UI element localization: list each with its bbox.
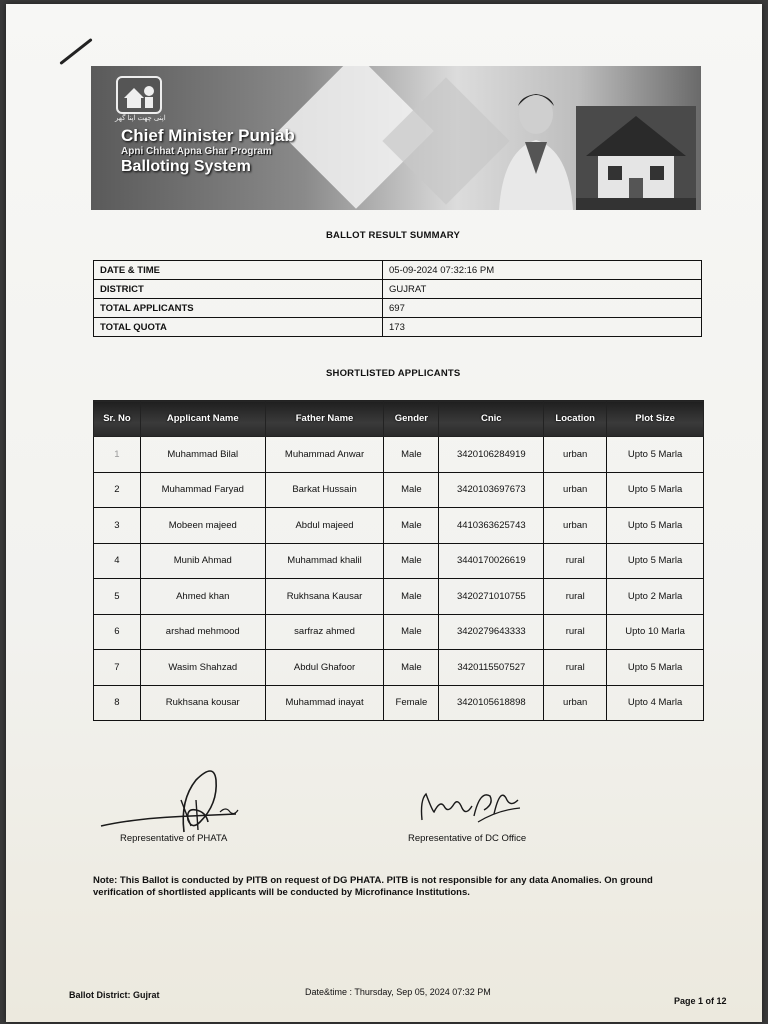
table-cell: Muhammad khalil — [265, 543, 384, 579]
table-cell: Upto 2 Marla — [607, 579, 704, 615]
table-cell: urban — [544, 437, 607, 473]
column-header: Cnic — [439, 401, 544, 437]
table-cell: Muhammad Anwar — [265, 437, 384, 473]
table-row — [94, 437, 704, 473]
table-row — [94, 472, 704, 508]
table-cell: 3420271010755 — [439, 579, 544, 615]
shortlist-title: SHORTLISTED APPLICANTS — [326, 368, 461, 379]
table-cell: rural — [544, 579, 607, 615]
table-row — [94, 685, 704, 721]
table-cell: 4 — [94, 543, 141, 579]
logo-caption: اپنی چھت اپنا گھر — [115, 115, 166, 122]
table-row — [94, 614, 704, 650]
summary-row — [94, 280, 702, 299]
table-cell: Male — [384, 472, 439, 508]
table-cell: Female — [384, 685, 439, 721]
table-cell: Upto 5 Marla — [607, 543, 704, 579]
summary-value: 05-09-2024 07:32:16 PM — [383, 261, 702, 280]
table-cell: 3420103697673 — [439, 472, 544, 508]
pen-mark — [59, 38, 92, 65]
table-cell: Upto 5 Marla — [607, 508, 704, 544]
table-row — [94, 543, 704, 579]
table-cell: sarfraz ahmed — [265, 614, 384, 650]
summary-label: DATE & TIME — [94, 261, 383, 280]
table-cell: Male — [384, 650, 439, 686]
table-cell: Mobeen majeed — [140, 508, 265, 544]
table-cell: Rukhsana kousar — [140, 685, 265, 721]
table-cell: Muhammad inayat — [265, 685, 384, 721]
column-header: Gender — [384, 401, 439, 437]
column-header: Applicant Name — [140, 401, 265, 437]
table-cell: 4410363625743 — [439, 508, 544, 544]
phata-representative-label: Representative of PHATA — [120, 833, 228, 844]
summary-value: 173 — [383, 318, 702, 337]
table-cell: 7 — [94, 650, 141, 686]
summary-title: BALLOT RESULT SUMMARY — [326, 230, 461, 241]
summary-label: TOTAL QUOTA — [94, 318, 383, 337]
program-banner — [91, 66, 701, 210]
table-cell: 5 — [94, 579, 141, 615]
dc-office-representative-label: Representative of DC Office — [408, 833, 527, 844]
program-logo-icon — [116, 76, 162, 114]
banner-system-title: Balloting System — [121, 158, 251, 175]
phata-signature — [96, 760, 246, 840]
page-number: Page 1 of 12 — [674, 996, 727, 1006]
table-cell: urban — [544, 508, 607, 544]
table-cell: Wasim Shahzad — [140, 650, 265, 686]
table-row — [94, 650, 704, 686]
table-cell: 3420115507527 — [439, 650, 544, 686]
table-cell: Male — [384, 614, 439, 650]
table-cell: 3420279643333 — [439, 614, 544, 650]
shortlisted-applicants-table — [93, 400, 704, 721]
table-cell: 8 — [94, 685, 141, 721]
footer-datetime: Date&time : Thursday, Sep 05, 2024 07:32 PM — [305, 987, 491, 997]
table-cell: Upto 4 Marla — [607, 685, 704, 721]
table-cell: Upto 10 Marla — [607, 614, 704, 650]
summary-row — [94, 299, 702, 318]
summary-row — [94, 318, 702, 337]
table-cell: Upto 5 Marla — [607, 437, 704, 473]
banner-title: Chief Minister Punjab — [121, 126, 295, 145]
disclaimer-note: Note: This Ballot is conducted by PITB on request of DG PHATA. PITB is not responsible for any data Anomalies. On ground verification of shortlisted applicants will be conducted by Microfinance Institutions. — [93, 875, 653, 898]
banner-subtitle: Apni Chhat Apna Ghar Program — [121, 146, 272, 157]
summary-label: DISTRICT — [94, 280, 383, 299]
column-header: Location — [544, 401, 607, 437]
portrait-image — [491, 84, 581, 210]
ballot-summary-table — [93, 260, 702, 337]
table-cell: 2 — [94, 472, 141, 508]
table-cell: Male — [384, 508, 439, 544]
house-image — [576, 106, 696, 210]
table-cell: Upto 5 Marla — [607, 650, 704, 686]
table-cell: Rukhsana Kausar — [265, 579, 384, 615]
column-header: Plot Size — [607, 401, 704, 437]
table-cell: Male — [384, 543, 439, 579]
summary-label: TOTAL APPLICANTS — [94, 299, 383, 318]
table-cell: 3420105618898 — [439, 685, 544, 721]
table-cell: Muhammad Faryad — [140, 472, 265, 508]
table-cell: Abdul Ghafoor — [265, 650, 384, 686]
table-cell: arshad mehmood — [140, 614, 265, 650]
table-cell: 6 — [94, 614, 141, 650]
table-header-row — [94, 401, 704, 437]
column-header: Father Name — [265, 401, 384, 437]
dc-office-signature — [414, 780, 524, 830]
table-cell: rural — [544, 543, 607, 579]
table-cell: Ahmed khan — [140, 579, 265, 615]
table-cell: rural — [544, 650, 607, 686]
table-cell: 3 — [94, 508, 141, 544]
column-header: Sr. No — [94, 401, 141, 437]
table-cell: Male — [384, 579, 439, 615]
table-cell: 1 — [94, 437, 141, 473]
table-cell: Upto 5 Marla — [607, 472, 704, 508]
table-cell: urban — [544, 685, 607, 721]
table-cell: 3440170026619 — [439, 543, 544, 579]
table-cell: Male — [384, 437, 439, 473]
table-cell: Barkat Hussain — [265, 472, 384, 508]
table-cell: Abdul majeed — [265, 508, 384, 544]
table-row — [94, 579, 704, 615]
table-cell: Muhammad Bilal — [140, 437, 265, 473]
table-cell: rural — [544, 614, 607, 650]
table-cell: 3420106284919 — [439, 437, 544, 473]
table-cell: Munib Ahmad — [140, 543, 265, 579]
footer-district: Ballot District: Gujrat — [69, 990, 160, 1000]
summary-row — [94, 261, 702, 280]
summary-value: 697 — [383, 299, 702, 318]
table-row — [94, 508, 704, 544]
document-page — [6, 4, 762, 1022]
table-cell: urban — [544, 472, 607, 508]
summary-value: GUJRAT — [383, 280, 702, 299]
